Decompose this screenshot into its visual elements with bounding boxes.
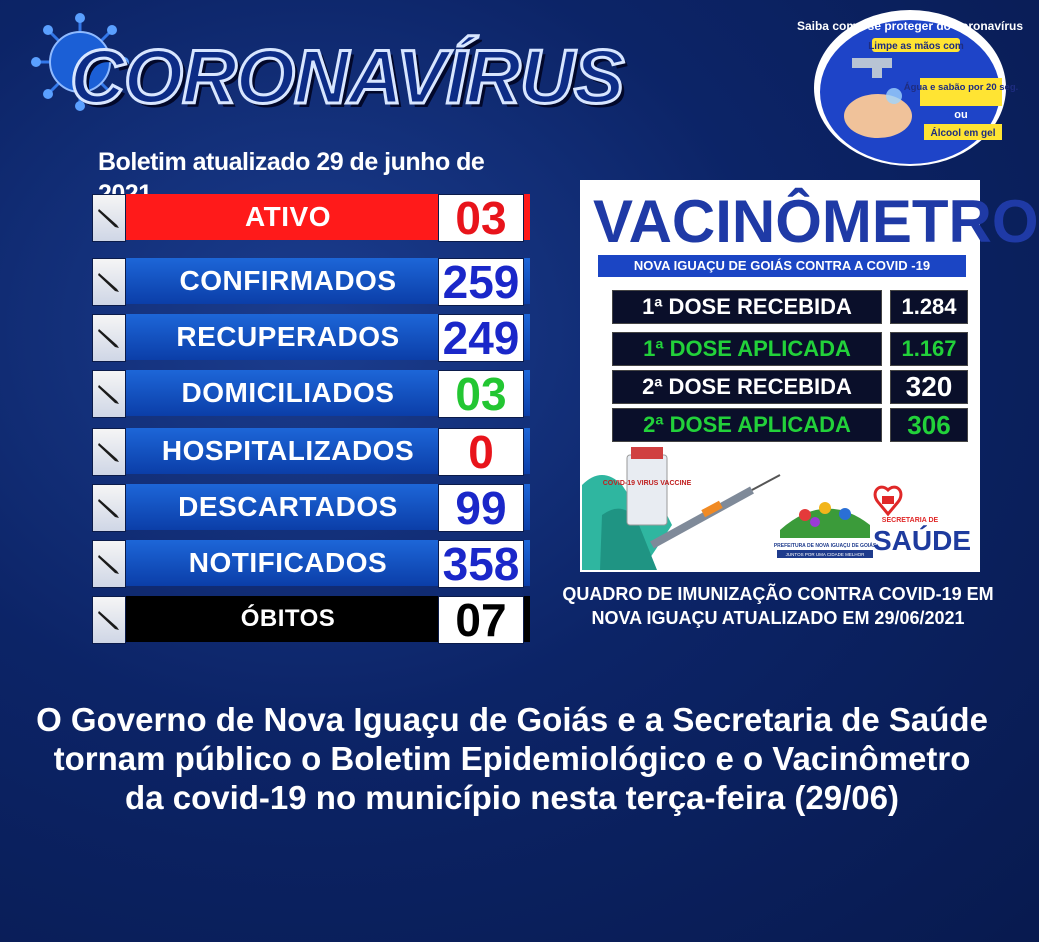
pencil-icon: [92, 540, 126, 588]
stat-row-confirmados: [92, 258, 524, 306]
dose-label: 1ª DOSE RECEBIDA: [612, 290, 882, 324]
pencil-icon: [92, 194, 126, 242]
prefeitura-slogan: JUNTOS POR UMA CIDADE MELHOR: [785, 552, 865, 557]
stat-value: 0: [438, 428, 524, 476]
pencil-icon: [92, 596, 126, 644]
stat-row-notificados: [92, 540, 524, 588]
stat-row-domiciliados: [92, 370, 524, 418]
pencil-icon: [92, 258, 126, 306]
stat-label: NOTIFICADOS: [188, 547, 388, 578]
stat-value: 358: [438, 540, 524, 588]
dose-value: 320: [890, 370, 968, 404]
handwashing-badge: [796, 8, 1024, 168]
prefeitura-logo: [775, 480, 875, 560]
pencil-icon: [92, 428, 126, 476]
badge-or: ou: [954, 109, 968, 121]
stat-row-descartados: [92, 484, 524, 532]
dose-row: [612, 408, 968, 442]
badge-tip-3: Álcool em gel: [930, 128, 996, 139]
pencil-icon: [92, 484, 126, 532]
dose-value: 1.284: [890, 290, 968, 324]
saude-logo-text: SAÚDE: [872, 525, 972, 556]
stat-value: 249: [438, 314, 524, 362]
prefeitura-logo-text: PREFEITURA DE NOVA IGUAÇU DE GOIÁS: [773, 543, 877, 549]
dose-value: 306: [890, 408, 968, 442]
stat-value: 99: [438, 484, 524, 532]
pencil-icon: [92, 370, 126, 418]
vacinometro-title: VACINÔMETRO: [593, 188, 1039, 255]
badge-tip-1: Limpe as mãos com: [868, 41, 964, 52]
vaccine-photo: [582, 445, 782, 570]
stat-label: ATIVO: [245, 201, 331, 232]
badge-arc-text: Saiba como se proteger do coronavírus: [796, 19, 1024, 33]
dose-row: [612, 290, 968, 324]
dose-value: 1.167: [890, 332, 968, 366]
stat-label: RECUPERADOS: [176, 321, 400, 352]
hands-icon: [844, 94, 912, 138]
stat-row-obitos: [92, 596, 524, 644]
dose-label: 1ª DOSE APLICADA: [612, 332, 882, 366]
stat-row-recuperados: [92, 314, 524, 362]
stat-row-hospitalizados: [92, 428, 524, 476]
stat-value: 259: [438, 258, 524, 306]
vaccine-bottle-label: COVID-19 VIRUS VACCINE: [602, 480, 692, 487]
dose-row: [612, 370, 968, 404]
stat-label: DESCARTADOS: [178, 491, 398, 522]
pencil-icon: [92, 314, 126, 362]
vacinometro-subtitle: NOVA IGUAÇU DE GOIÁS CONTRA A COVID -19: [598, 255, 966, 277]
main-title: CORONAVÍRUS: [70, 35, 624, 120]
dose-row: [612, 332, 968, 366]
stat-label: CONFIRMADOS: [179, 265, 397, 296]
stat-label: ÓBITOS: [240, 605, 336, 632]
saude-logo-small: SECRETARIA DE: [881, 517, 939, 524]
vacinometro-caption: QUADRO DE IMUNIZAÇÃO CONTRA COVID-19 EM NOVA IGUAÇU ATUALIZADO EM 29/06/2021: [562, 584, 994, 628]
stat-value: 07: [438, 596, 524, 644]
badge-tip-2: Água e sabão por 20 seg.: [903, 82, 1019, 93]
stat-value: 03: [438, 370, 524, 418]
bulletin-date: Boletim atualizado 29 de junho de: [98, 148, 485, 176]
dose-label: 2ª DOSE RECEBIDA: [612, 370, 882, 404]
stat-value: 03: [438, 194, 524, 242]
stat-row-ativo: [92, 194, 524, 242]
stat-label: DOMICILIADOS: [181, 377, 395, 408]
stat-label: HOSPITALIZADOS: [161, 435, 415, 466]
announcement-text: O Governo de Nova Iguaçu de Goiás e a Secretaria de Saúde tornam público o Boletim Epidemiológico e o Vacinômetro da covid-19 no município nesta terça-feira (29/06): [36, 701, 988, 816]
dose-label: 2ª DOSE APLICADA: [612, 408, 882, 442]
saude-logo: [870, 482, 975, 562]
